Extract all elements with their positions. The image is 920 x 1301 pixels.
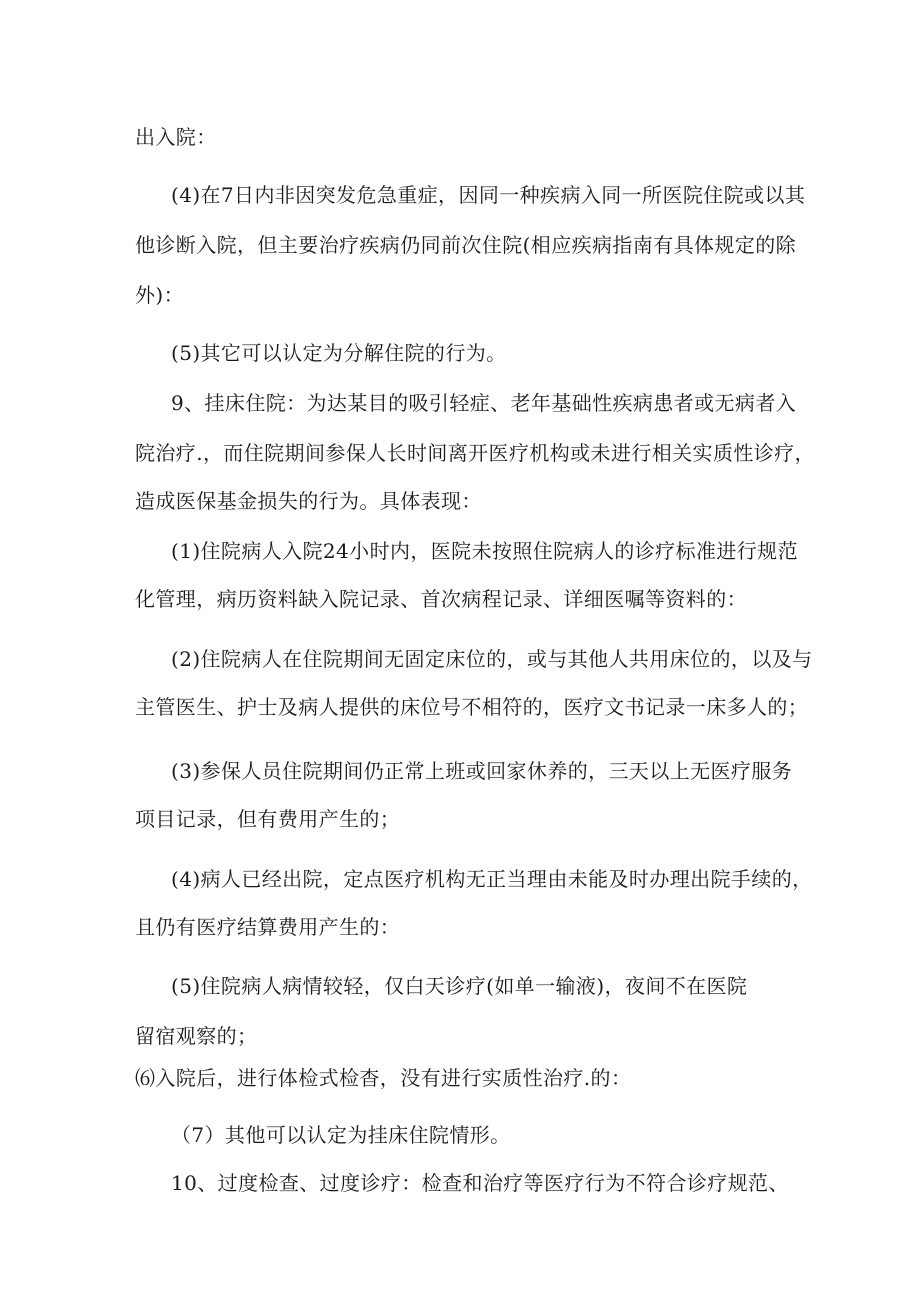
text-line: 且仍有医疗结算费用产生的： [135, 915, 401, 939]
text-line: 项目记录，但有费用产生的； [135, 807, 401, 831]
text-line: (1)住院病人入院24小时内，医院未按照住院病人的诊疗标准进行规范 [171, 539, 798, 563]
text-line: 院治疗.，而住院期间参保人长时间离开医疗机构或未进行相关实质性诊疗， [135, 441, 815, 465]
text-line: 9、挂床住院：为达某目的吸引轻症、老年基础性疾病患者或无病者入 [171, 391, 797, 415]
text-line: 主管医生、护士及病人提供的床位号不相符的，医疗文书记录一床多人的； [135, 695, 809, 719]
text-line: (5)住院病人病情较轻，仅白天诊疗(如单一输液)，夜间不在医院 [171, 974, 748, 998]
text-line: 化管理，病历资料缺入院记录、首次病程记录、详细医嘱等资料的： [135, 587, 747, 611]
text-line: (4)病人已经出院，定点医疗机构无正当理由未能及时办理出院手续的， [171, 867, 813, 891]
text-line: ⑹入院后，进行体检式检杳，没有进行实质性治疗.的： [135, 1066, 632, 1090]
text-line: 造成医保基金损失的行为。具体表现： [135, 489, 482, 513]
text-line: (5)其它可以认定为分解住院的行为。 [171, 341, 507, 365]
text-line: (2)住院病人在住院期间无固定床位的，或与其他人共用床位的，以及与 [171, 647, 813, 671]
text-line: 出入院： [135, 125, 217, 149]
text-line: 留宿观察的； [135, 1024, 258, 1048]
text-line: (4)在7日内非因突发危急重症，因同一种疾病入同一所医院住院或以其 [171, 183, 806, 207]
text-line: 10、过度检查、过度诊疗：检查和治疗等医疗行为不符合诊疗规范、 [171, 1171, 789, 1195]
text-line: 外)： [135, 283, 185, 307]
text-line: (3)参保人员住院期间仍正常上班或回家休养的，三天以上无医疗服务 [171, 759, 793, 783]
text-line: （7）其他可以认定为挂床住院情形。 [171, 1123, 511, 1147]
text-line: 他诊断入院，但主要治疗疾病仍同前次住院(相应疾病指南有具体规定的除 [135, 233, 797, 257]
